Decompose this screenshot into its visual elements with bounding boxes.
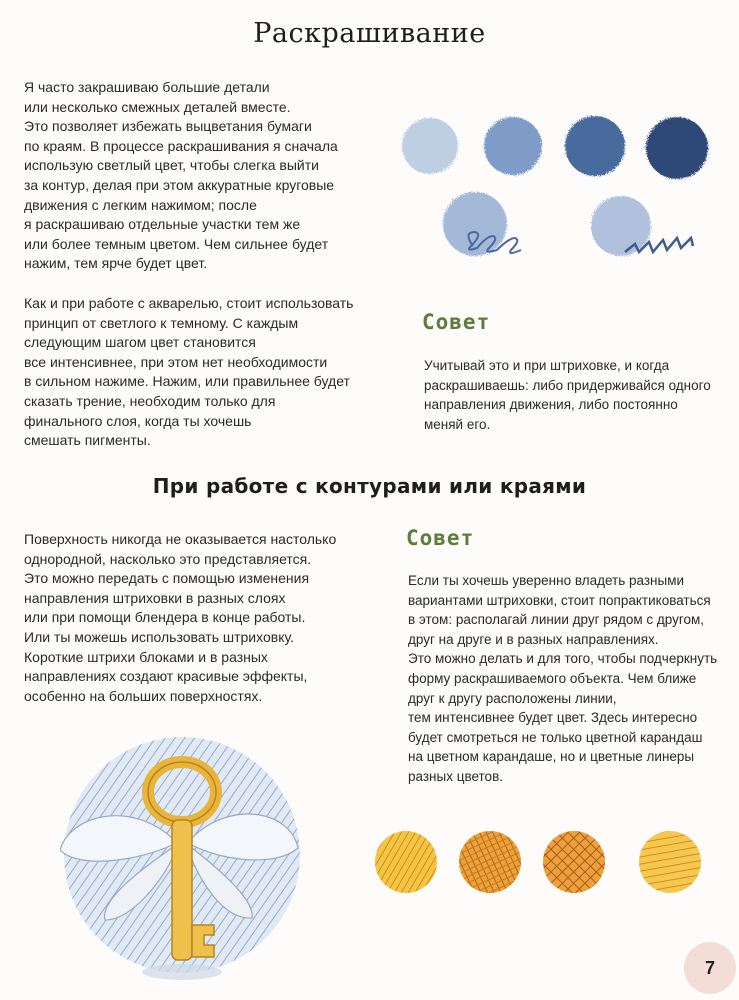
key-shadow bbox=[142, 964, 222, 980]
winged-key-illustration bbox=[60, 720, 300, 995]
page-number: 7 bbox=[684, 942, 736, 994]
tip-label-2: Совет bbox=[406, 526, 475, 550]
tip-text-1: Учитывай это и при штриховке, и когда раскрашиваешь: либо придерживайся одного направления движения, либо постоянно меняй его. bbox=[424, 358, 711, 432]
tip-text-2: Если ты хочешь уверенно владеть разными вариантами штриховки, стоит попрактиковаться в этом: располагай линии друг рядом с другом, друг на друге и в разных направлениях. Это можно делать и для того, чтобы подчеркнуть форму раскрашиваемого объекта. Чем ближе друг к другу расположены линии, тем интенсивнее будет цвет. Здесь интересно будет смотреться не только цветной карандаш на цветном карандаше, но и цветные линеры разных цветов. bbox=[408, 573, 718, 784]
tip-label-1: Совет bbox=[422, 310, 491, 334]
blue-pressure-swatches bbox=[395, 108, 725, 278]
swatch-circular-strokes bbox=[443, 192, 507, 256]
swatch-zigzag-strokes bbox=[591, 196, 651, 256]
key-shaft bbox=[172, 820, 192, 960]
hatch-swatch-grid bbox=[543, 831, 605, 893]
swatch-dark bbox=[565, 116, 625, 176]
page-title: Раскрашивание bbox=[253, 18, 486, 49]
hatching-swatches bbox=[370, 826, 715, 898]
section-heading: При работе с контурами или краями bbox=[152, 474, 587, 498]
intro-paragraph: Я часто закрашиваю большие детали или несколько смежных деталей вместе. Это позволяет избежать выцветания бумаги по краям. В процессе раскрашивания я сначала использую светлый цвет, чтобы слегка выйти за контур, делая при этом аккуратные круговые движения с легким нажимом; после я раскрашиваю отдельные участки тем же или более темным цветом. Чем сильнее будет нажим, тем ярче будет цвет. bbox=[24, 79, 338, 272]
swatch-light bbox=[402, 118, 458, 174]
swatch-darkest bbox=[646, 117, 708, 179]
hatch-swatch-parallel bbox=[375, 831, 437, 893]
watercolor-paragraph: Как и при работе с акварелью, стоит использовать принцип от светлого к темному. С каждым следующим шагом цвет становится все интенсивнее, при этом нет необходимости в сильном нажиме. Нажим, или правильнее будет сказать трение, необходим только для финального слоя, когда ты хочешь смешать пигменты. bbox=[24, 295, 354, 449]
hatch-swatch-cross bbox=[459, 831, 521, 893]
swatch-medium bbox=[484, 117, 542, 175]
surface-paragraph: Поверхность никогда не оказывается настолько однородной, насколько это представляется. Это можно передать с помощью изменения направления штриховки в разных слоях или при помощи блендера в конце работы. Или ты можешь использовать штриховку. Короткие штрихи блоками и в разных направлениях создают красивые эффекты, особенно на больших поверхностях. bbox=[24, 531, 337, 704]
hatch-swatch-contour bbox=[639, 831, 701, 893]
